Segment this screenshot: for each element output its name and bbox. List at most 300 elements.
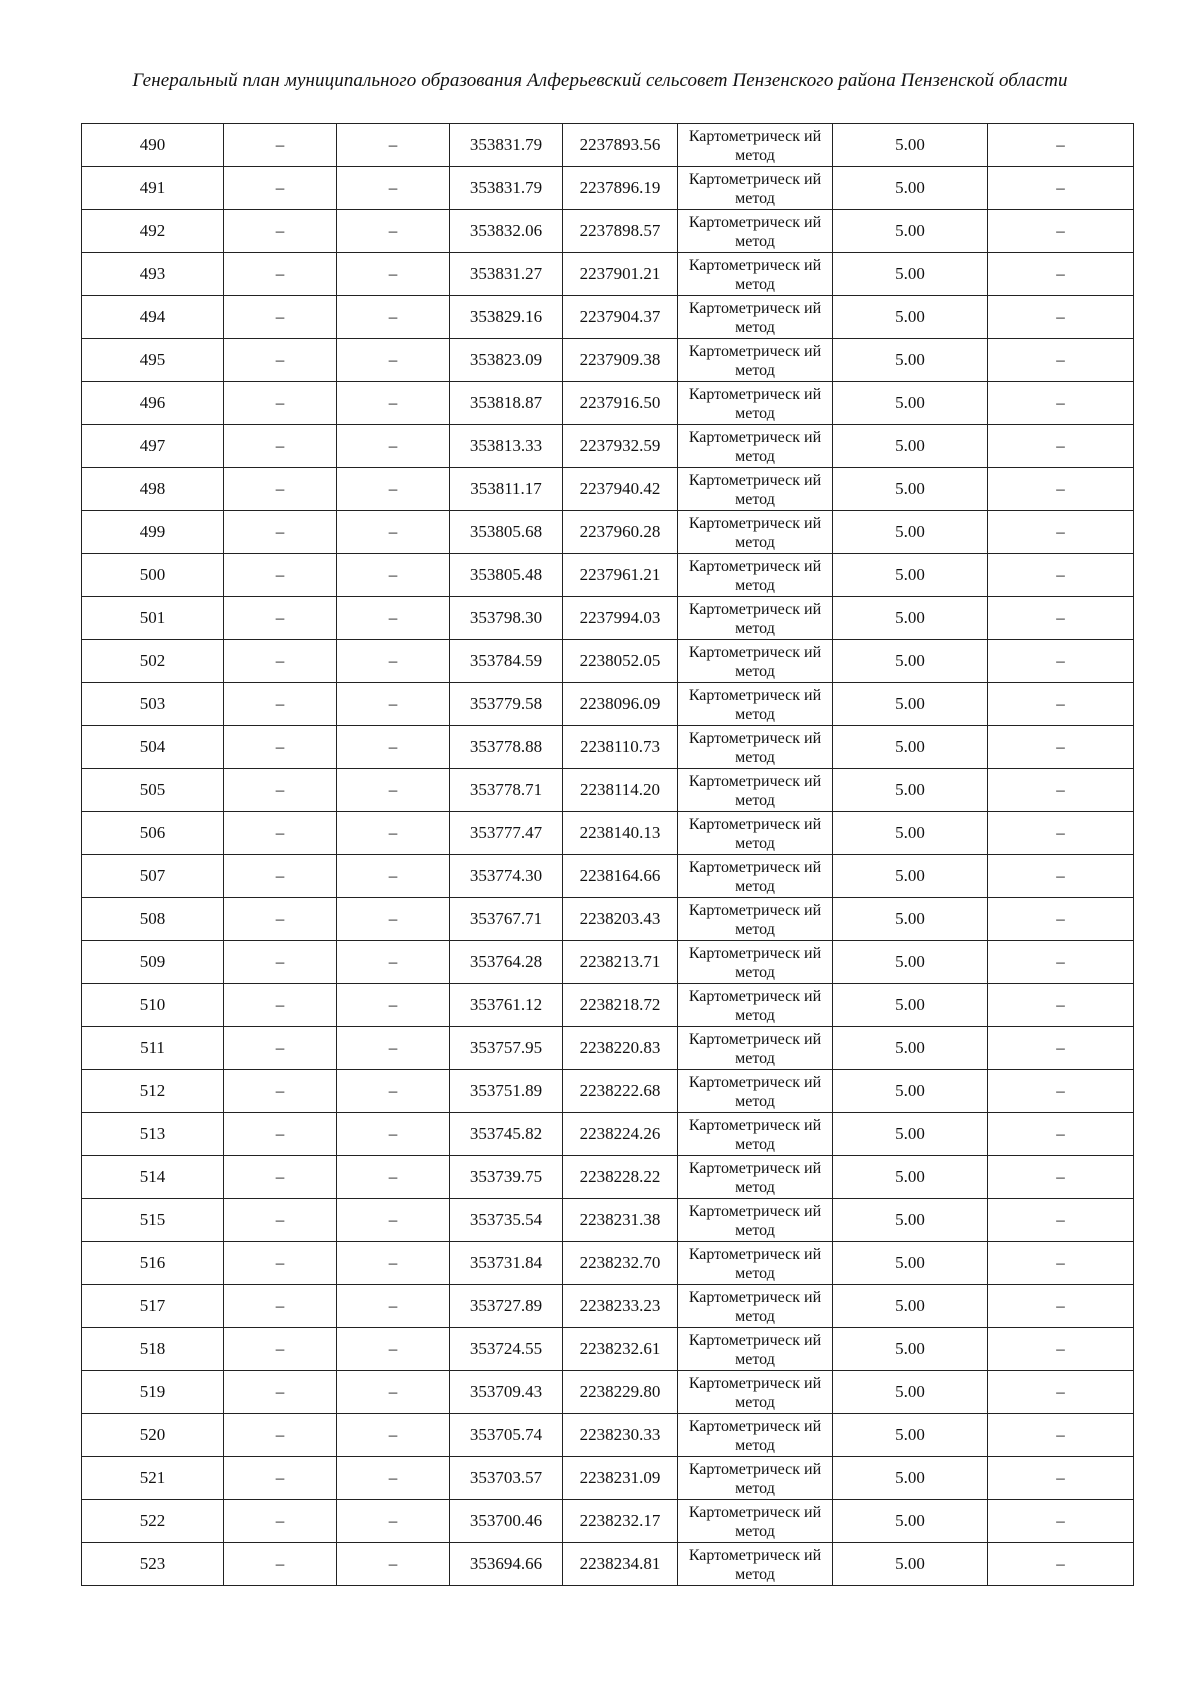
empty-value-cell: – xyxy=(988,1113,1134,1156)
empty-value-cell: – xyxy=(224,1500,337,1543)
empty-value-cell: – xyxy=(988,812,1134,855)
empty-value-cell: – xyxy=(988,984,1134,1027)
empty-value-cell: – xyxy=(224,296,337,339)
empty-value-cell: – xyxy=(337,1371,450,1414)
method-cell: Картометрическ ий метод xyxy=(678,425,833,468)
coordinate-y-cell: 2238231.38 xyxy=(563,1199,678,1242)
empty-value-cell: – xyxy=(337,1070,450,1113)
coordinate-x-cell: 353757.95 xyxy=(450,1027,563,1070)
empty-value-cell: – xyxy=(988,511,1134,554)
table-row xyxy=(82,1113,1134,1156)
empty-value-cell: – xyxy=(337,167,450,210)
empty-value-cell: – xyxy=(224,425,337,468)
table-row xyxy=(82,1457,1134,1500)
method-cell: Картометрическ ий метод xyxy=(678,167,833,210)
coordinate-y-cell: 2238218.72 xyxy=(563,984,678,1027)
empty-value-cell: – xyxy=(988,1285,1134,1328)
empty-value-cell: – xyxy=(988,167,1134,210)
accuracy-cell: 5.00 xyxy=(833,425,988,468)
coordinate-x-cell: 353724.55 xyxy=(450,1328,563,1371)
accuracy-cell: 5.00 xyxy=(833,1414,988,1457)
coordinate-y-cell: 2238203.43 xyxy=(563,898,678,941)
coordinate-x-cell: 353731.84 xyxy=(450,1242,563,1285)
point-number-cell: 505 xyxy=(82,769,224,812)
empty-value-cell: – xyxy=(337,1285,450,1328)
empty-value-cell: – xyxy=(337,554,450,597)
coordinate-x-cell: 353764.28 xyxy=(450,941,563,984)
empty-value-cell: – xyxy=(224,1371,337,1414)
accuracy-cell: 5.00 xyxy=(833,769,988,812)
empty-value-cell: – xyxy=(224,167,337,210)
coordinate-y-cell: 2237893.56 xyxy=(563,124,678,167)
empty-value-cell: – xyxy=(988,425,1134,468)
empty-value-cell: – xyxy=(337,1457,450,1500)
method-cell: Картометрическ ий метод xyxy=(678,1543,833,1586)
accuracy-cell: 5.00 xyxy=(833,382,988,425)
empty-value-cell: – xyxy=(337,1199,450,1242)
empty-value-cell: – xyxy=(337,124,450,167)
empty-value-cell: – xyxy=(988,339,1134,382)
empty-value-cell: – xyxy=(988,554,1134,597)
coordinate-y-cell: 2238232.70 xyxy=(563,1242,678,1285)
method-cell: Картометрическ ий метод xyxy=(678,941,833,984)
empty-value-cell: – xyxy=(224,554,337,597)
empty-value-cell: – xyxy=(224,1113,337,1156)
empty-value-cell: – xyxy=(988,468,1134,511)
coordinate-x-cell: 353779.58 xyxy=(450,683,563,726)
point-number-cell: 503 xyxy=(82,683,224,726)
table-row xyxy=(82,1027,1134,1070)
coordinate-x-cell: 353805.68 xyxy=(450,511,563,554)
coordinate-y-cell: 2238220.83 xyxy=(563,1027,678,1070)
empty-value-cell: – xyxy=(988,1457,1134,1500)
coordinate-y-cell: 2237961.21 xyxy=(563,554,678,597)
method-cell: Картометрическ ий метод xyxy=(678,984,833,1027)
empty-value-cell: – xyxy=(988,1027,1134,1070)
empty-value-cell: – xyxy=(337,1543,450,1586)
accuracy-cell: 5.00 xyxy=(833,855,988,898)
coordinate-x-cell: 353805.48 xyxy=(450,554,563,597)
coordinate-x-cell: 353703.57 xyxy=(450,1457,563,1500)
coordinate-x-cell: 353745.82 xyxy=(450,1113,563,1156)
coordinate-x-cell: 353823.09 xyxy=(450,339,563,382)
method-cell: Картометрическ ий метод xyxy=(678,1113,833,1156)
table-row xyxy=(82,1371,1134,1414)
coordinate-x-cell: 353829.16 xyxy=(450,296,563,339)
coordinate-y-cell: 2238213.71 xyxy=(563,941,678,984)
table-row xyxy=(82,296,1134,339)
coordinate-y-cell: 2238233.23 xyxy=(563,1285,678,1328)
accuracy-cell: 5.00 xyxy=(833,468,988,511)
accuracy-cell: 5.00 xyxy=(833,726,988,769)
empty-value-cell: – xyxy=(337,296,450,339)
coordinate-x-cell: 353700.46 xyxy=(450,1500,563,1543)
coordinate-y-cell: 2238232.61 xyxy=(563,1328,678,1371)
point-number-cell: 516 xyxy=(82,1242,224,1285)
coordinate-x-cell: 353727.89 xyxy=(450,1285,563,1328)
empty-value-cell: – xyxy=(224,1027,337,1070)
accuracy-cell: 5.00 xyxy=(833,941,988,984)
table-row xyxy=(82,1543,1134,1586)
accuracy-cell: 5.00 xyxy=(833,1242,988,1285)
accuracy-cell: 5.00 xyxy=(833,984,988,1027)
coordinate-y-cell: 2238052.05 xyxy=(563,640,678,683)
accuracy-cell: 5.00 xyxy=(833,296,988,339)
coordinate-y-cell: 2237909.38 xyxy=(563,339,678,382)
coordinate-x-cell: 353705.74 xyxy=(450,1414,563,1457)
empty-value-cell: – xyxy=(337,1500,450,1543)
table-row xyxy=(82,1328,1134,1371)
coordinate-x-cell: 353751.89 xyxy=(450,1070,563,1113)
empty-value-cell: – xyxy=(224,1070,337,1113)
empty-value-cell: – xyxy=(988,1500,1134,1543)
empty-value-cell: – xyxy=(988,597,1134,640)
point-number-cell: 512 xyxy=(82,1070,224,1113)
point-number-cell: 498 xyxy=(82,468,224,511)
coordinate-y-cell: 2237898.57 xyxy=(563,210,678,253)
table-row xyxy=(82,1285,1134,1328)
accuracy-cell: 5.00 xyxy=(833,1457,988,1500)
accuracy-cell: 5.00 xyxy=(833,1328,988,1371)
empty-value-cell: – xyxy=(337,855,450,898)
coordinate-x-cell: 353784.59 xyxy=(450,640,563,683)
table-body xyxy=(82,124,1134,1586)
table-row xyxy=(82,769,1134,812)
point-number-cell: 507 xyxy=(82,855,224,898)
point-number-cell: 520 xyxy=(82,1414,224,1457)
point-number-cell: 500 xyxy=(82,554,224,597)
coordinate-x-cell: 353777.47 xyxy=(450,812,563,855)
coordinate-x-cell: 353831.27 xyxy=(450,253,563,296)
table-row xyxy=(82,898,1134,941)
empty-value-cell: – xyxy=(988,382,1134,425)
empty-value-cell: – xyxy=(224,511,337,554)
point-number-cell: 501 xyxy=(82,597,224,640)
point-number-cell: 518 xyxy=(82,1328,224,1371)
coordinate-y-cell: 2238224.26 xyxy=(563,1113,678,1156)
coordinate-y-cell: 2237940.42 xyxy=(563,468,678,511)
method-cell: Картометрическ ий метод xyxy=(678,1285,833,1328)
empty-value-cell: – xyxy=(224,1285,337,1328)
point-number-cell: 495 xyxy=(82,339,224,382)
empty-value-cell: – xyxy=(988,640,1134,683)
point-number-cell: 521 xyxy=(82,1457,224,1500)
method-cell: Картометрическ ий метод xyxy=(678,898,833,941)
method-cell: Картометрическ ий метод xyxy=(678,1371,833,1414)
method-cell: Картометрическ ий метод xyxy=(678,554,833,597)
accuracy-cell: 5.00 xyxy=(833,1156,988,1199)
point-number-cell: 510 xyxy=(82,984,224,1027)
accuracy-cell: 5.00 xyxy=(833,1070,988,1113)
accuracy-cell: 5.00 xyxy=(833,683,988,726)
table-row xyxy=(82,339,1134,382)
empty-value-cell: – xyxy=(337,812,450,855)
empty-value-cell: – xyxy=(337,339,450,382)
method-cell: Картометрическ ий метод xyxy=(678,855,833,898)
empty-value-cell: – xyxy=(988,1070,1134,1113)
empty-value-cell: – xyxy=(988,683,1134,726)
accuracy-cell: 5.00 xyxy=(833,124,988,167)
coordinate-x-cell: 353811.17 xyxy=(450,468,563,511)
accuracy-cell: 5.00 xyxy=(833,1285,988,1328)
method-cell: Картометрическ ий метод xyxy=(678,1070,833,1113)
table-row xyxy=(82,382,1134,425)
method-cell: Картометрическ ий метод xyxy=(678,124,833,167)
point-number-cell: 517 xyxy=(82,1285,224,1328)
method-cell: Картометрическ ий метод xyxy=(678,1156,833,1199)
empty-value-cell: – xyxy=(224,1156,337,1199)
empty-value-cell: – xyxy=(337,1328,450,1371)
table-row xyxy=(82,683,1134,726)
point-number-cell: 490 xyxy=(82,124,224,167)
coordinate-y-cell: 2238232.17 xyxy=(563,1500,678,1543)
coordinate-y-cell: 2238164.66 xyxy=(563,855,678,898)
empty-value-cell: – xyxy=(337,640,450,683)
empty-value-cell: – xyxy=(337,1156,450,1199)
method-cell: Картометрическ ий метод xyxy=(678,1414,833,1457)
method-cell: Картометрическ ий метод xyxy=(678,769,833,812)
empty-value-cell: – xyxy=(224,1199,337,1242)
coordinate-y-cell: 2238229.80 xyxy=(563,1371,678,1414)
empty-value-cell: – xyxy=(337,1414,450,1457)
method-cell: Картометрическ ий метод xyxy=(678,597,833,640)
table-row xyxy=(82,425,1134,468)
empty-value-cell: – xyxy=(337,683,450,726)
method-cell: Картометрическ ий метод xyxy=(678,1199,833,1242)
empty-value-cell: – xyxy=(337,210,450,253)
empty-value-cell: – xyxy=(224,898,337,941)
coordinate-x-cell: 353739.75 xyxy=(450,1156,563,1199)
coordinate-x-cell: 353778.88 xyxy=(450,726,563,769)
empty-value-cell: – xyxy=(337,726,450,769)
accuracy-cell: 5.00 xyxy=(833,554,988,597)
method-cell: Картометрическ ий метод xyxy=(678,1457,833,1500)
empty-value-cell: – xyxy=(337,769,450,812)
coordinate-y-cell: 2238222.68 xyxy=(563,1070,678,1113)
empty-value-cell: – xyxy=(224,597,337,640)
point-number-cell: 506 xyxy=(82,812,224,855)
empty-value-cell: – xyxy=(988,1414,1134,1457)
method-cell: Картометрическ ий метод xyxy=(678,1242,833,1285)
empty-value-cell: – xyxy=(988,1242,1134,1285)
page-header: Генеральный план муниципального образования Алферьевский сельсовет Пензенского района Пензенской области xyxy=(132,70,1068,91)
method-cell: Картометрическ ий метод xyxy=(678,468,833,511)
coordinate-y-cell: 2238140.13 xyxy=(563,812,678,855)
empty-value-cell: – xyxy=(988,1156,1134,1199)
table-row xyxy=(82,812,1134,855)
table-row xyxy=(82,984,1134,1027)
point-number-cell: 494 xyxy=(82,296,224,339)
table-row xyxy=(82,597,1134,640)
empty-value-cell: – xyxy=(988,726,1134,769)
accuracy-cell: 5.00 xyxy=(833,1500,988,1543)
coordinate-x-cell: 353735.54 xyxy=(450,1199,563,1242)
table-row xyxy=(82,468,1134,511)
method-cell: Картометрическ ий метод xyxy=(678,253,833,296)
empty-value-cell: – xyxy=(988,941,1134,984)
empty-value-cell: – xyxy=(224,855,337,898)
empty-value-cell: – xyxy=(988,1371,1134,1414)
coordinates-table xyxy=(81,123,1134,1586)
empty-value-cell: – xyxy=(988,296,1134,339)
coordinate-x-cell: 353813.33 xyxy=(450,425,563,468)
coordinate-x-cell: 353818.87 xyxy=(450,382,563,425)
empty-value-cell: – xyxy=(988,769,1134,812)
point-number-cell: 508 xyxy=(82,898,224,941)
method-cell: Картометрическ ий метод xyxy=(678,296,833,339)
point-number-cell: 523 xyxy=(82,1543,224,1586)
accuracy-cell: 5.00 xyxy=(833,511,988,554)
accuracy-cell: 5.00 xyxy=(833,210,988,253)
coordinate-y-cell: 2238228.22 xyxy=(563,1156,678,1199)
coordinate-y-cell: 2237896.19 xyxy=(563,167,678,210)
coordinate-x-cell: 353831.79 xyxy=(450,124,563,167)
empty-value-cell: – xyxy=(224,1457,337,1500)
empty-value-cell: – xyxy=(224,941,337,984)
coordinate-y-cell: 2238231.09 xyxy=(563,1457,678,1500)
empty-value-cell: – xyxy=(988,1328,1134,1371)
accuracy-cell: 5.00 xyxy=(833,1199,988,1242)
method-cell: Картометрическ ий метод xyxy=(678,1328,833,1371)
accuracy-cell: 5.00 xyxy=(833,167,988,210)
accuracy-cell: 5.00 xyxy=(833,1027,988,1070)
table-row xyxy=(82,210,1134,253)
coordinate-x-cell: 353709.43 xyxy=(450,1371,563,1414)
accuracy-cell: 5.00 xyxy=(833,597,988,640)
coordinate-y-cell: 2237994.03 xyxy=(563,597,678,640)
empty-value-cell: – xyxy=(224,253,337,296)
method-cell: Картометрическ ий метод xyxy=(678,210,833,253)
empty-value-cell: – xyxy=(988,855,1134,898)
empty-value-cell: – xyxy=(337,984,450,1027)
empty-value-cell: – xyxy=(337,382,450,425)
table-row xyxy=(82,726,1134,769)
table-row xyxy=(82,511,1134,554)
point-number-cell: 515 xyxy=(82,1199,224,1242)
coordinate-x-cell: 353694.66 xyxy=(450,1543,563,1586)
table-row xyxy=(82,253,1134,296)
empty-value-cell: – xyxy=(337,425,450,468)
coordinate-x-cell: 353767.71 xyxy=(450,898,563,941)
empty-value-cell: – xyxy=(988,124,1134,167)
point-number-cell: 522 xyxy=(82,1500,224,1543)
coordinate-y-cell: 2237901.21 xyxy=(563,253,678,296)
empty-value-cell: – xyxy=(224,683,337,726)
point-number-cell: 509 xyxy=(82,941,224,984)
empty-value-cell: – xyxy=(988,1543,1134,1586)
coordinate-y-cell: 2237916.50 xyxy=(563,382,678,425)
coordinate-y-cell: 2237932.59 xyxy=(563,425,678,468)
empty-value-cell: – xyxy=(224,210,337,253)
empty-value-cell: – xyxy=(337,1027,450,1070)
empty-value-cell: – xyxy=(337,253,450,296)
empty-value-cell: – xyxy=(988,898,1134,941)
empty-value-cell: – xyxy=(224,1242,337,1285)
empty-value-cell: – xyxy=(337,468,450,511)
accuracy-cell: 5.00 xyxy=(833,812,988,855)
coordinate-x-cell: 353778.71 xyxy=(450,769,563,812)
empty-value-cell: – xyxy=(337,1242,450,1285)
table-row xyxy=(82,855,1134,898)
empty-value-cell: – xyxy=(224,1414,337,1457)
coordinate-x-cell: 353798.30 xyxy=(450,597,563,640)
empty-value-cell: – xyxy=(224,769,337,812)
coordinate-x-cell: 353832.06 xyxy=(450,210,563,253)
table-row xyxy=(82,1070,1134,1113)
table-row xyxy=(82,1414,1134,1457)
table-row xyxy=(82,1199,1134,1242)
method-cell: Картометрическ ий метод xyxy=(678,1027,833,1070)
empty-value-cell: – xyxy=(224,124,337,167)
accuracy-cell: 5.00 xyxy=(833,1113,988,1156)
empty-value-cell: – xyxy=(337,597,450,640)
empty-value-cell: – xyxy=(224,1328,337,1371)
accuracy-cell: 5.00 xyxy=(833,339,988,382)
method-cell: Картометрическ ий метод xyxy=(678,726,833,769)
coordinate-x-cell: 353831.79 xyxy=(450,167,563,210)
point-number-cell: 491 xyxy=(82,167,224,210)
point-number-cell: 499 xyxy=(82,511,224,554)
table-row xyxy=(82,124,1134,167)
accuracy-cell: 5.00 xyxy=(833,253,988,296)
point-number-cell: 493 xyxy=(82,253,224,296)
point-number-cell: 504 xyxy=(82,726,224,769)
accuracy-cell: 5.00 xyxy=(833,898,988,941)
method-cell: Картометрическ ий метод xyxy=(678,1500,833,1543)
point-number-cell: 496 xyxy=(82,382,224,425)
table-row xyxy=(82,1156,1134,1199)
empty-value-cell: – xyxy=(337,898,450,941)
accuracy-cell: 5.00 xyxy=(833,640,988,683)
point-number-cell: 502 xyxy=(82,640,224,683)
table-row xyxy=(82,167,1134,210)
method-cell: Картометрическ ий метод xyxy=(678,683,833,726)
coordinate-y-cell: 2237904.37 xyxy=(563,296,678,339)
table-row xyxy=(82,941,1134,984)
point-number-cell: 514 xyxy=(82,1156,224,1199)
point-number-cell: 519 xyxy=(82,1371,224,1414)
coordinate-y-cell: 2238234.81 xyxy=(563,1543,678,1586)
empty-value-cell: – xyxy=(224,468,337,511)
point-number-cell: 513 xyxy=(82,1113,224,1156)
method-cell: Картометрическ ий метод xyxy=(678,812,833,855)
empty-value-cell: – xyxy=(224,984,337,1027)
empty-value-cell: – xyxy=(337,941,450,984)
point-number-cell: 511 xyxy=(82,1027,224,1070)
coordinate-y-cell: 2237960.28 xyxy=(563,511,678,554)
method-cell: Картометрическ ий метод xyxy=(678,511,833,554)
empty-value-cell: – xyxy=(224,339,337,382)
empty-value-cell: – xyxy=(337,511,450,554)
point-number-cell: 492 xyxy=(82,210,224,253)
method-cell: Картометрическ ий метод xyxy=(678,640,833,683)
method-cell: Картометрическ ий метод xyxy=(678,382,833,425)
empty-value-cell: – xyxy=(988,1199,1134,1242)
empty-value-cell: – xyxy=(224,726,337,769)
accuracy-cell: 5.00 xyxy=(833,1371,988,1414)
coordinate-y-cell: 2238114.20 xyxy=(563,769,678,812)
empty-value-cell: – xyxy=(988,210,1134,253)
coordinate-x-cell: 353761.12 xyxy=(450,984,563,1027)
point-number-cell: 497 xyxy=(82,425,224,468)
table-row xyxy=(82,1242,1134,1285)
empty-value-cell: – xyxy=(224,812,337,855)
empty-value-cell: – xyxy=(337,1113,450,1156)
coordinate-y-cell: 2238230.33 xyxy=(563,1414,678,1457)
method-cell: Картометрическ ий метод xyxy=(678,339,833,382)
empty-value-cell: – xyxy=(988,253,1134,296)
empty-value-cell: – xyxy=(224,1543,337,1586)
